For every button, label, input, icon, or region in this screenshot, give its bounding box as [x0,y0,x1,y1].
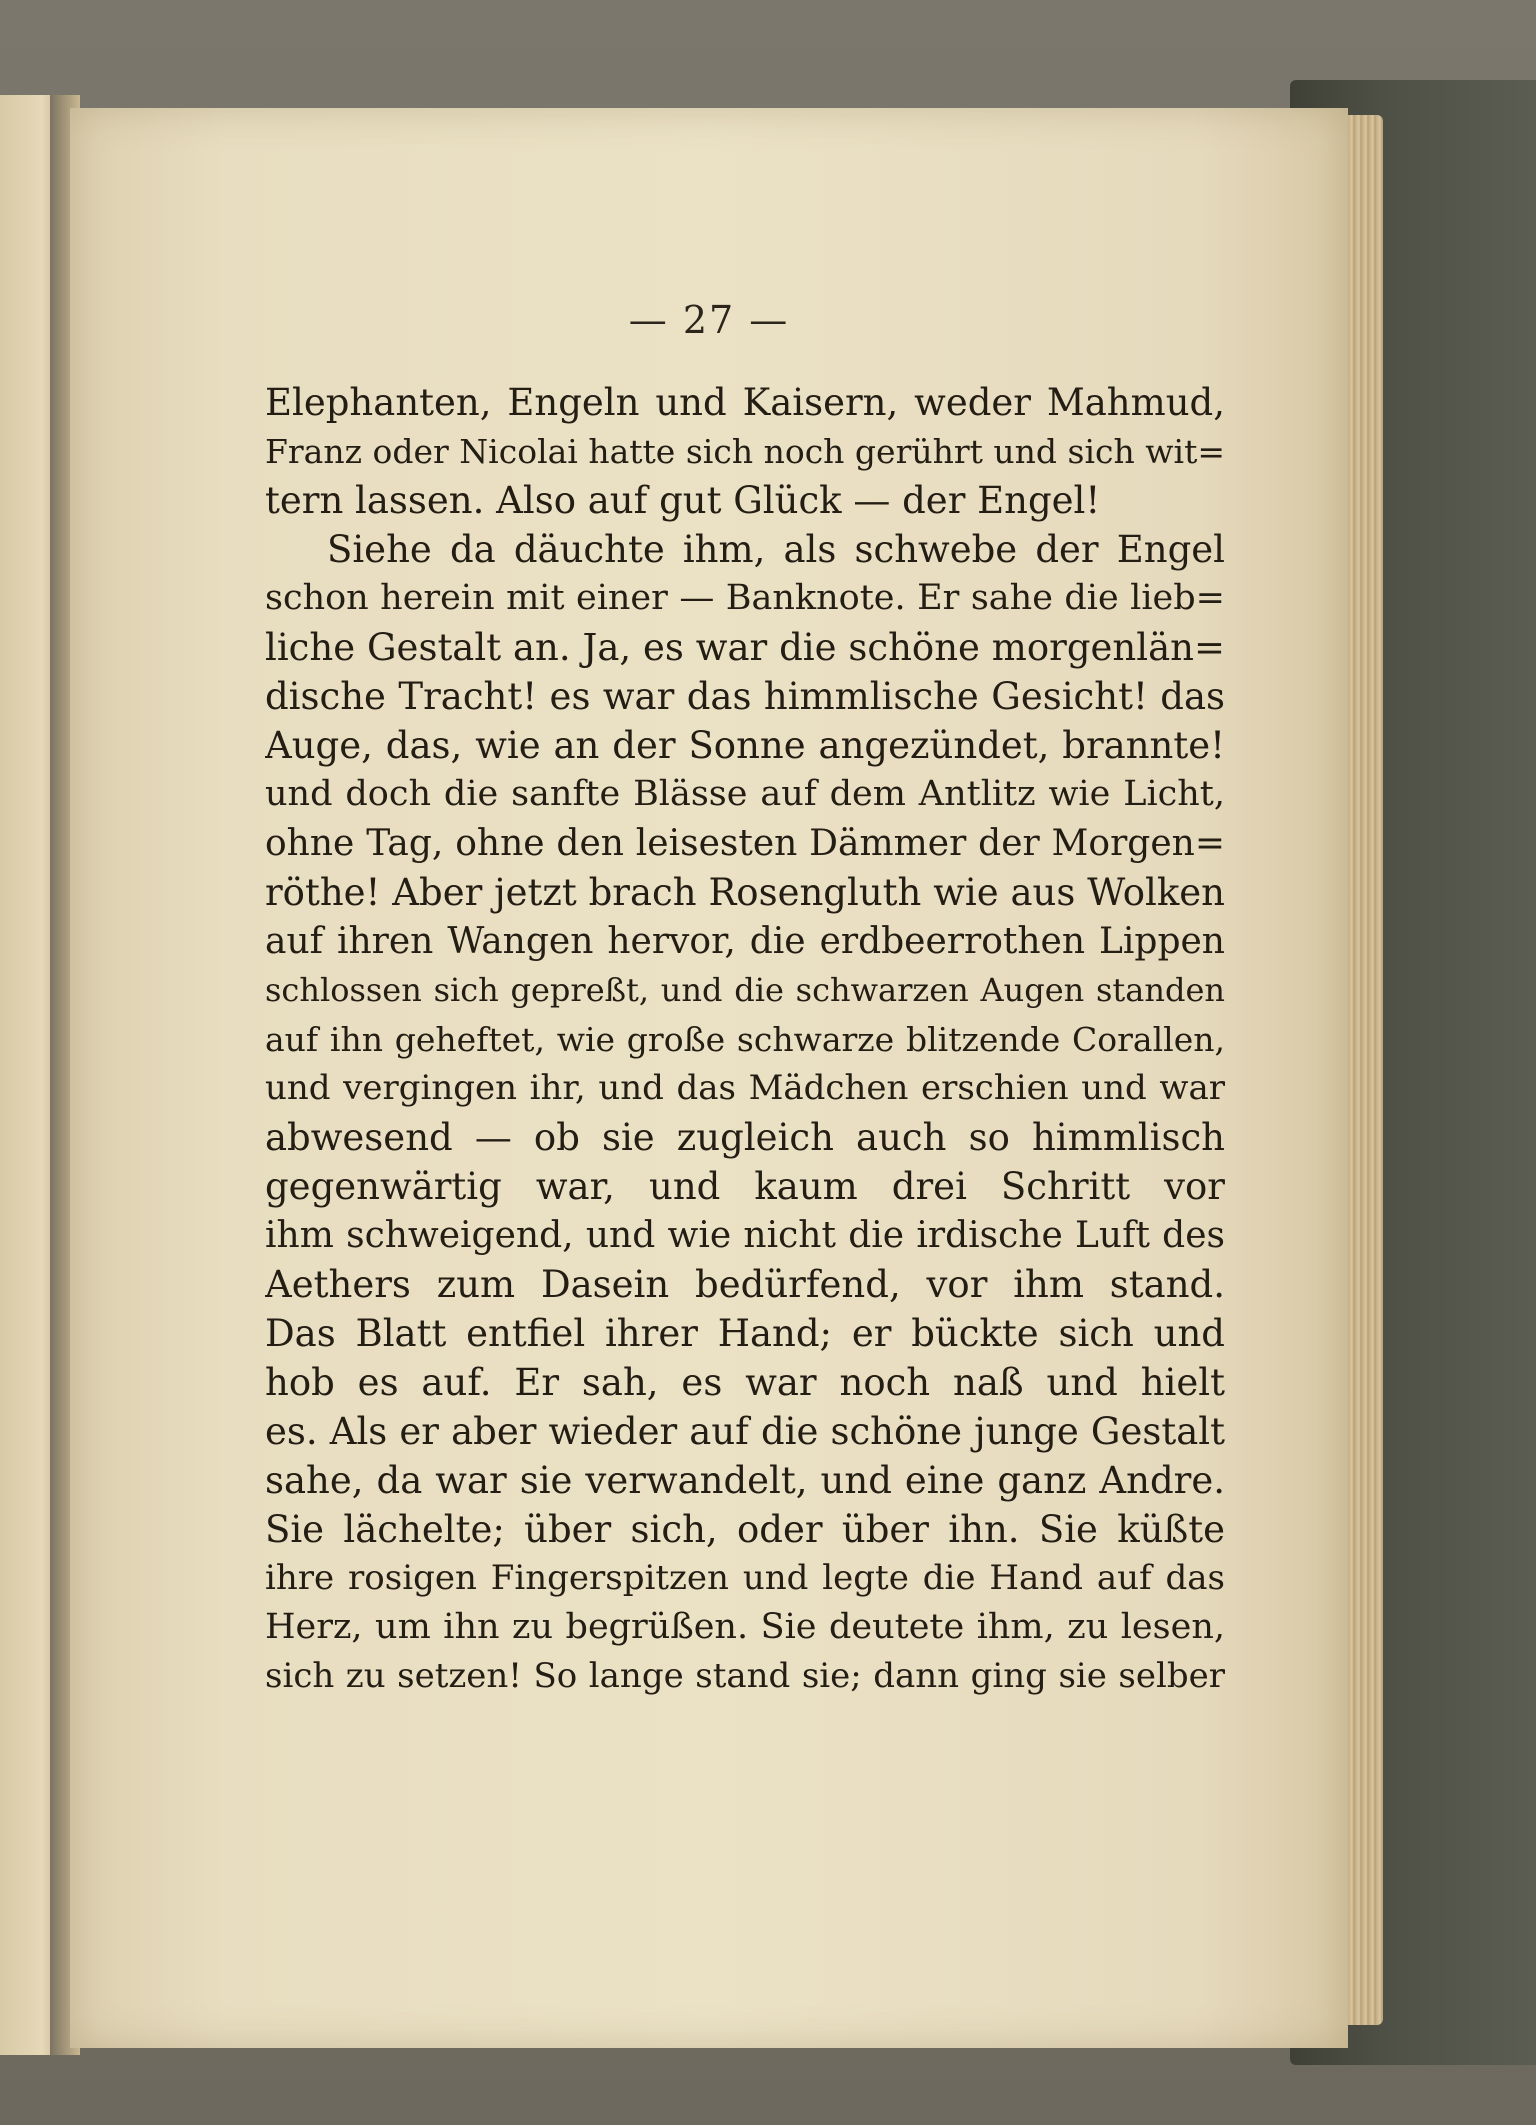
text-line: auf ihn geheftet, wie große schwarze blitzende Corallen, [265,1020,1225,1059]
text-line: schlossen sich gepreßt, und die schwarzen Augen standen [265,971,1225,1009]
text-line: Das Blatt entfiel ihrer Hand; er bückte sich und [265,1312,1225,1355]
text-line: sich zu setzen! So lange stand sie; dann ging sie selber [265,1656,1225,1696]
text-line: Franz oder Nicolai hatte sich noch gerührt und sich wit= [265,432,1225,471]
page-number: — 27 — [628,298,790,342]
text-line: Herz, um ihn zu begrüßen. Sie deutete ihm, zu lesen, [265,1607,1225,1647]
text-line: ihre rosigen Fingerspitzen und legte die Hand auf das [265,1558,1225,1598]
text-line: hob es auf. Er sah, es war noch naß und hielt [265,1361,1225,1404]
text-line: sahe, da war sie verwandelt, und eine ganz Andre. [265,1459,1225,1502]
book-page [70,108,1348,2048]
text-line: röthe! Aber jetzt brach Rosengluth wie aus Wolken [265,871,1225,914]
text-line: ihm schweigend, und wie nicht die irdische Luft des [265,1215,1225,1256]
text-line: Elephanten, Engeln und Kaisern, weder Mahmud, [265,381,1225,424]
text-line: ohne Tag, ohne den leisesten Dämmer der Morgen= [265,823,1225,864]
text-line: gegenwärtig war, und kaum drei Schritt vor [265,1165,1225,1208]
text-line: und doch die sanfte Blässe auf dem Antlitz wie Licht, [265,774,1225,814]
text-line: schon herein mit einer — Banknote. Er sahe die lieb= [265,578,1225,618]
text-line: auf ihren Wangen hervor, die erdbeerrothen Lippen [265,921,1225,962]
text-line: Aethers zum Dasein bedürfend, vor ihm stand. [265,1263,1225,1306]
text-line: und vergingen ihr, und das Mädchen erschien und war [265,1068,1225,1108]
text-line: es. Als er aber wieder auf die schöne junge Gestalt [265,1410,1225,1453]
text-line: abwesend — ob sie zugleich auch so himmlisch [265,1116,1225,1159]
text-line: liche Gestalt an. Ja, es war die schöne morgenlän= [265,626,1225,669]
text-line: Auge, das, wie an der Sonne angezündet, brannte! [265,724,1225,767]
text-line: Siehe da däuchte ihm, als schwebe der Engel [327,528,1225,571]
text-line: dische Tracht! es war das himmlische Gesicht! das [265,675,1225,718]
page-text [265,378,1225,1701]
text-line: tern lassen. Also auf gut Glück — der Engel! [265,479,1101,522]
text-line: Sie lächelte; über sich, oder über ihn. Sie küßte [265,1508,1225,1551]
